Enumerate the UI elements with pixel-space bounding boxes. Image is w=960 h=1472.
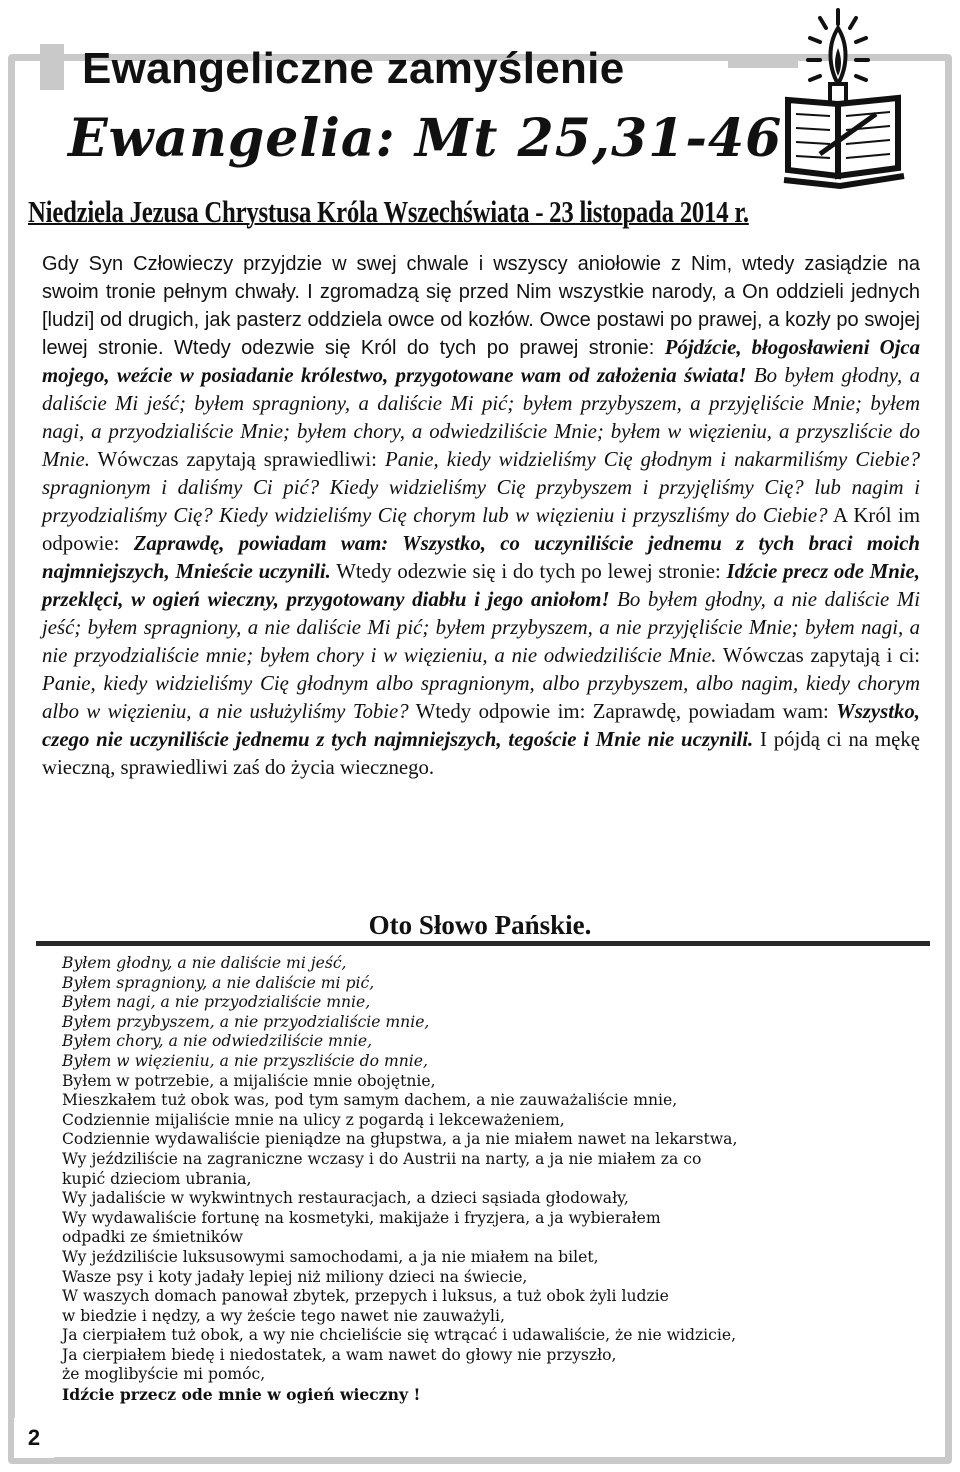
poem <box>62 954 942 1405</box>
gospel-quote: Wszystko, czego nie uczyniliście jednemu z tych najmniejszych, tegoście i Mnie nie uczynili. <box>42 700 920 751</box>
poem-line: kupić dzieciom ubrania, <box>62 1169 252 1188</box>
gospel-quote: Bo byłem głodny, a daliście Mi jeść; byłem spragniony, a daliście Mi pić; byłem przybyszem, a przyjęliście Mnie; byłem nagi, a przyodzialiście Mnie; byłem chory, a odwiedziliście Mnie; byłem w więzieniu, a przyszliście do Mnie. <box>42 364 920 471</box>
gospel-quote: Panie, kiedy widzieliśmy Cię głodnym albo spragnionym, albo przybyszem, albo nagim, kiedy chorym albo w więzieniu, a nie usłużyliśmy Tobie? <box>42 672 920 723</box>
poem-line: Ja cierpiałem biedę i niedostatek, a wam nawet do głowy nie przyszło, <box>62 1345 617 1364</box>
gospel-reference: Ewangelia: Mt 25,31-46 <box>68 108 783 169</box>
poem-line: Byłem w więzieniu, a nie przyszliście do mnie, <box>62 1051 428 1070</box>
poem-line: Byłem głodny, a nie daliście mi jeść, <box>62 954 347 972</box>
poem-last-line: Idźcie przecz ode mnie w ogień wieczny ! <box>62 1385 421 1405</box>
gospel-quote: Idźcie precz ode Mnie, przeklęci, w ogień wieczny, przygotowany diabłu i jego aniołom! <box>42 560 920 611</box>
poem-line: Wy jeździliście na zagraniczne wczasy i do Austrii na narty, a ja nie miałem za co <box>62 1149 702 1168</box>
closing-phrase: Oto Słowo Pańskie. <box>368 910 592 940</box>
poem-line: Byłem w potrzebie, a mijaliście mnie obojętnie, <box>62 1071 436 1090</box>
poem-line: Codziennie wydawaliście pieniądze na głupstwa, a ja nie miałem nawet na lekarstwa, <box>62 1130 738 1149</box>
gospel-text-segment: Wówczas zapytają i ci: <box>716 644 920 667</box>
poem-line: Ja cierpiałem tuż obok, a wy nie chcieliście się wtrącać i udawaliście, że nie widzicie, <box>62 1326 737 1345</box>
frame-tab-left <box>40 44 64 90</box>
poem-line: Codziennie mijaliście mnie na ulicy z pogardą i lekceważeniem, <box>62 1110 565 1129</box>
gospel-quote: Panie, kiedy widzieliśmy Cię głodnym i nakarmiliśmy Ciebie? spragnionym i daliśmy Ci pić? Kiedy widzieliśmy Cię przybyszem i przyjęliśmy Cię? lub nagim i przyodzialiśmy Cię? Kiedy widzieliśmy Cię chorym lub w więzieniu i przyszliśmy do Ciebie? <box>42 448 921 527</box>
poem-line: Byłem chory, a nie odwiedziliście mnie, <box>62 1032 373 1051</box>
gospel-text-segment: Wtedy odezwie się i do tych po lewej stronie: <box>330 560 727 583</box>
poem-line: Wasze psy i koty jadały lepiej niż miliony dzieci na świecie, <box>62 1267 528 1286</box>
gospel-text-segment: Wtedy odpowie im: Zaprawdę, powiadam wam: <box>408 700 837 723</box>
poem-line: W waszych domach panował zbytek, przepych i luksus, a tuż obok żyli ludzie <box>62 1287 669 1306</box>
page-subtitle: Niedziela Jezusa Chrystusa Króla Wszechświata - 23 listopada 2014 r. <box>28 194 749 229</box>
poem-line: Byłem nagi, a nie przyodzialiście mnie, <box>62 993 371 1012</box>
poem-line: Wy jeździliście luksusowymi samochodami, a ja nie miałem na bilet, <box>62 1247 599 1266</box>
gospel-quote: Zaprawdę, powiadam wam: Wszystko, co uczyniliście jednemu z tych braci moich najmniejszych, Mnieście uczynili. <box>42 532 920 583</box>
gospel-text-segment: I pójdą ci na mękę wieczną, sprawiedliwi zaś do życia wiecznego. <box>42 728 920 779</box>
poem-line: w biedzie i nędzy, a wy żeście tego nawet nie zauważyli, <box>62 1306 505 1325</box>
gospel-text-segment: Wtedy odezwie się Król do tych po prawej stronie: <box>163 337 665 359</box>
poem-line: odpadki ze śmietników <box>62 1228 243 1247</box>
gospel-quote: Bo byłem głodny, a nie daliście Mi jeść; byłem spragniony, a nie daliście Mi pić; byłem przybyszem, a nie przyjęliście Mnie; byłem nagi, a nie przyodzialiście mnie; byłem chory i w więzieniu, a nie odwiedziliście Mnie. <box>42 588 921 667</box>
poem-line: Mieszkałem tuż obok was, pod tym samym dachem, a nie zauważaliście mnie, <box>62 1091 678 1110</box>
poem-line: że moglibyście mi pomóc, <box>62 1365 266 1384</box>
page-heading: Ewangeliczne zamyślenie <box>82 44 625 93</box>
gospel-text-segment: A Król im odpowie: <box>42 504 920 555</box>
page-number: 2 <box>14 1418 54 1458</box>
poem-line: Wy jadaliście w wykwintnych restauracjach, a dzieci sąsiada głodowały, <box>62 1189 629 1208</box>
divider <box>36 941 930 946</box>
poem-line: Byłem przybyszem, a nie przyodzialiście mnie, <box>62 1012 430 1031</box>
gospel-text <box>42 250 920 782</box>
candle-book-icon <box>780 4 914 194</box>
poem-line: Byłem spragniony, a nie daliście mi pić, <box>62 973 375 992</box>
gospel-quote: Pójdźcie, błogosławieni Ojca mojego, weźcie w posiadanie królestwo, przygotowane wam od założenia świata! <box>42 336 920 387</box>
gospel-paragraph-intro: Gdy Syn Człowieczy przyjdzie w swej chwale i wszyscy aniołowie z Nim, wtedy zasiądzie na swoim tronie pełnym chwały. I zgromadzą się przed Nim wszystkie narody, a On oddzieli jednych [ludzi] od drugich, jak pasterz oddziela owce od kozłów. Owce postawi po prawej, a kozły po swojej lewej stronie. <box>42 253 920 359</box>
gospel-text-segment: Wówczas zapytają sprawiedliwi: <box>89 448 385 471</box>
poem-line: Wy wydawaliście fortunę na kosmetyki, makijaże i fryzjera, a ja wybierałem <box>62 1208 661 1227</box>
